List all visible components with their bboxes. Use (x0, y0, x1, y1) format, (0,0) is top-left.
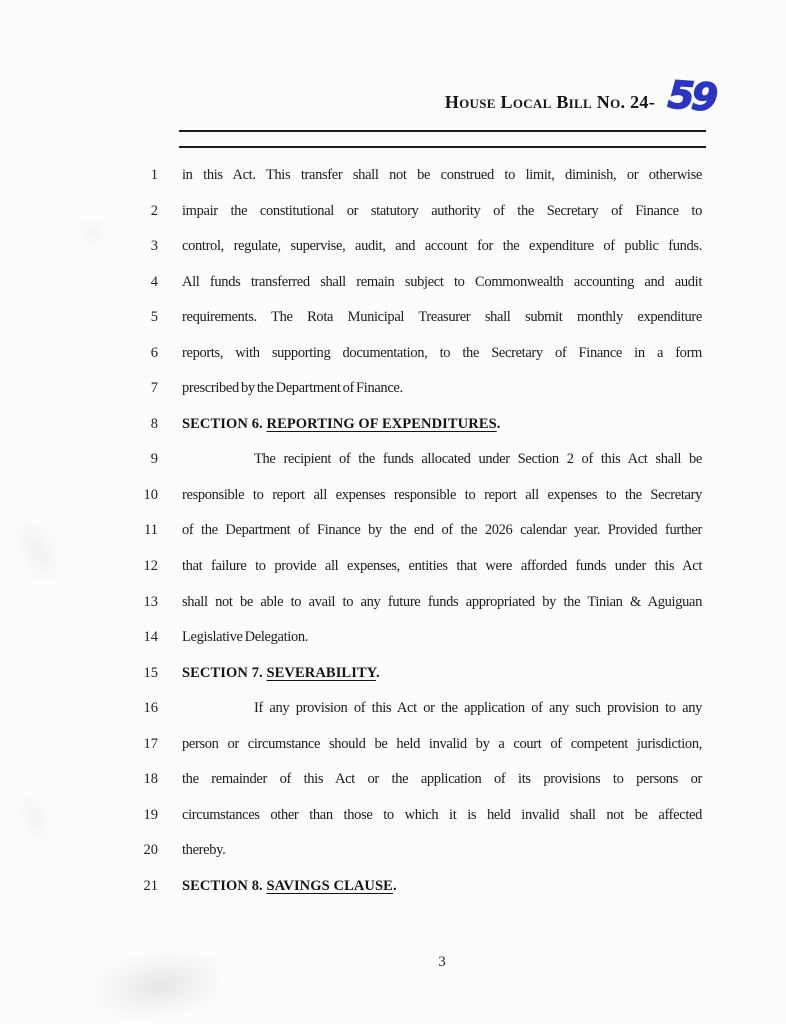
line-text: shall not be able to avail to any future funds appropriated by the Tinian & Aguiguan (182, 593, 702, 610)
line-number: 5 (150, 309, 158, 326)
document-line (140, 553, 706, 589)
line-number: 21 (143, 877, 158, 894)
scan-smudge (4, 511, 72, 592)
line-number: 12 (143, 558, 158, 575)
header-double-rule-top (179, 130, 706, 132)
line-number: 4 (150, 273, 158, 290)
section-heading: SECTION 8. SAVINGS CLAUSE. (182, 877, 397, 894)
line-text: reports, with supporting documentation, to the Secretary of Finance in a form (182, 344, 702, 361)
line-text: person or circumstance should be held invalid by a court of competent jurisdiction, (182, 735, 702, 752)
line-text: Legislative Delegation. (182, 629, 309, 646)
document-line (140, 802, 706, 838)
line-number: 2 (150, 202, 158, 219)
line-text: thereby. (182, 842, 226, 859)
line-text: If any provision of this Act or the application of any such provision to any (254, 700, 702, 717)
document-line (140, 873, 706, 909)
scan-smudge (12, 789, 56, 847)
document-line (140, 589, 706, 625)
line-text: impair the constitutional or statutory authority of the Secretary of Finance to (182, 202, 702, 219)
document-line (140, 162, 706, 198)
line-number: 19 (143, 806, 158, 823)
document-line (140, 233, 706, 269)
line-text: responsible to report all expenses responsible to report all expenses to the Secretary (182, 486, 702, 503)
section-title-underlined: SAVINGS CLAUSE (266, 877, 393, 894)
line-number: 15 (143, 664, 158, 681)
document-line (140, 482, 706, 518)
handwritten-bill-number: 59 (666, 72, 717, 120)
line-text: of the Department of Finance by the end of the 2026 calendar year. Provided further (182, 522, 702, 539)
line-number: 13 (143, 593, 158, 610)
header-double-rule-bottom (179, 146, 706, 148)
document-line (140, 411, 706, 447)
scan-smudge (78, 218, 108, 248)
line-number: 3 (150, 238, 158, 255)
line-number: 18 (143, 771, 158, 788)
line-number: 1 (150, 167, 158, 183)
line-number: 9 (150, 451, 158, 468)
document-line (140, 375, 706, 411)
line-text: prescribed by the Department of Finance. (182, 380, 403, 397)
line-text: control, regulate, supervise, audit, and account for the expenditure of public funds. (182, 238, 702, 255)
document-line (140, 340, 706, 376)
document-line (140, 517, 706, 553)
document-line (140, 695, 706, 731)
section-title-underlined: SEVERABILITY (266, 664, 376, 681)
line-number: 6 (150, 344, 158, 361)
bill-header (180, 72, 717, 128)
line-number: 17 (143, 735, 158, 752)
line-number: 11 (144, 522, 158, 539)
section-title-underlined: REPORTING OF EXPENDITURES (266, 415, 497, 432)
document-line (140, 731, 706, 767)
line-number: 16 (143, 700, 158, 717)
line-number: 8 (150, 415, 158, 432)
page-number: 3 (438, 954, 446, 970)
line-text: in this Act. This transfer shall not be construed to limit, diminish, or otherwise (182, 167, 702, 183)
line-list (140, 162, 706, 908)
document-line (140, 766, 706, 802)
line-text: that failure to provide all expenses, entities that were afforded funds under this Act (182, 558, 702, 575)
document-line (140, 269, 706, 305)
page-number-footer (180, 954, 704, 971)
line-number: 7 (150, 380, 158, 397)
document-line (140, 198, 706, 234)
document-line (140, 446, 706, 482)
line-number: 10 (143, 486, 158, 503)
line-text: circumstances other than those to which it is held invalid shall not be affected (182, 806, 702, 823)
line-text: All funds transferred shall remain subject to Commonwealth accounting and audit (182, 273, 702, 290)
document-line (140, 837, 706, 873)
line-text: the remainder of this Act or the application of its provisions to persons or (182, 771, 702, 788)
line-text: The recipient of the funds allocated under Section 2 of this Act shall be (254, 451, 702, 468)
section-heading: SECTION 6. REPORTING OF EXPENDITURES. (182, 415, 501, 432)
line-number: 20 (143, 842, 158, 859)
section-heading: SECTION 7. SEVERABILITY. (182, 664, 380, 681)
document-line (140, 624, 706, 660)
line-number: 14 (143, 629, 158, 646)
document-line (140, 660, 706, 696)
bill-number-label: House Local Bill No. 24- (444, 92, 655, 112)
document-line (140, 304, 706, 340)
line-text: requirements. The Rota Municipal Treasurer shall submit monthly expenditure (182, 309, 702, 326)
